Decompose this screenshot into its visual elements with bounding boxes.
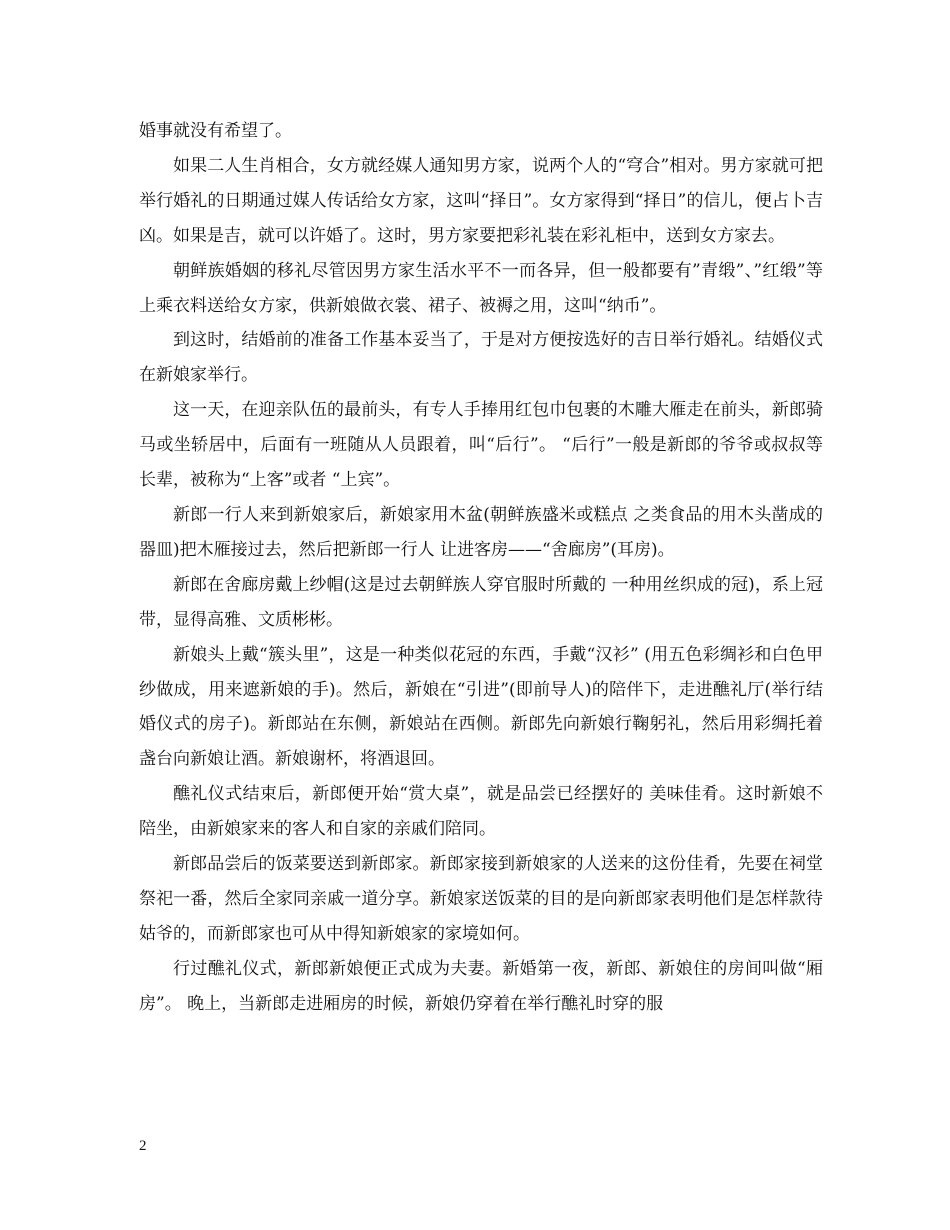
paragraph: 醮礼仪式结束后，新郎便开始“赏大桌”，就是品尝已经摆好的 美味佳肴。这时新娘不陪坐，由新娘家来的客人和自家的亲戚们陪同。 — [139, 784, 823, 840]
paragraph: 新娘头上戴“簇头里”，这是一种类似花冠的东西，手戴“汉衫” (用五色彩绸衫和白色甲纱做成，用来遮新娘的手)。然后，新娘在“引进”(即前导人)的陪伴下，走进醮礼厅(举行结婚仪式的房子)。新郎站在东侧，新娘站在西侧。新郎先向新娘行鞠躬礼，然后用彩绸托着盏台向新娘让酒。新娘谢杯，将酒退回。 — [139, 644, 823, 770]
paragraph: 到这时，结婚前的准备工作基本妥当了，于是对方便按选好的吉日举行婚礼。结婚仪式在新娘家举行。 — [139, 330, 823, 386]
paragraph: 行过醮礼仪式，新郎新娘便正式成为夫妻。新婚第一夜，新郎、新娘住的房间叫做“厢房”。 晚上，当新郎走进厢房的时候，新娘仍穿着在举行醮礼时穿的服 — [139, 958, 823, 1014]
paragraph: 朝鲜族婚姻的移礼尽管因男方家生活水平不一而各异，但一般都要有”青缎”、”红缎”等上乘衣料送给女方家，供新娘做衣裳、裙子、被褥之用，这叫“纳币”。 — [139, 260, 823, 316]
paragraph: 新郎一行人来到新娘家后，新娘家用木盆(朝鲜族盛米或糕点 之类食品的用木头凿成的器皿)把木雁接过去，然后把新郎一行人 让进客房——“舍廊房”(耳房)。 — [139, 504, 823, 560]
paragraph: 这一天，在迎亲队伍的最前头，有专人手捧用红包巾包裹的木雕大雁走在前头，新郎骑 马或坐轿居中，后面有一班随从人员跟着，叫“后行”。 “后行”一般是新郎的爷爷或叔叔等长辈，被称为“上客”或者 “上宾”。 — [139, 400, 823, 491]
page-number: 2 — [139, 1138, 147, 1154]
paragraph: 如果二人生肖相合，女方就经媒人通知男方家，说两个人的“穹合”相对。男方家就可把举行婚礼的日期通过媒人传话给女方家，这叫“择日”。女方家得到“择日”的信儿，便占卜吉凶。如果是吉，就可以许婚了。这时，男方家要把彩礼装在彩礼柜中，送到女方家去。 — [139, 155, 823, 246]
paragraph: 新郎在舍廊房戴上纱帽(这是过去朝鲜族人穿官服时所戴的 一种用丝织成的冠)，系上冠带，显得高雅、文质彬彬。 — [139, 574, 823, 630]
paragraph: 新郎品尝后的饭菜要送到新郎家。新郎家接到新娘家的人送来的这份佳肴，先要在祠堂祭祀一番，然后全家同亲戚一道分享。新娘家送饭菜的目的是向新郎家表明他们是怎样款待姑爷的，而新郎家也可从中得知新娘家的家境如何。 — [139, 854, 823, 944]
paragraph-continuation: 婚事就没有希望了。 — [139, 121, 292, 141]
body-text — [139, 114, 823, 1022]
